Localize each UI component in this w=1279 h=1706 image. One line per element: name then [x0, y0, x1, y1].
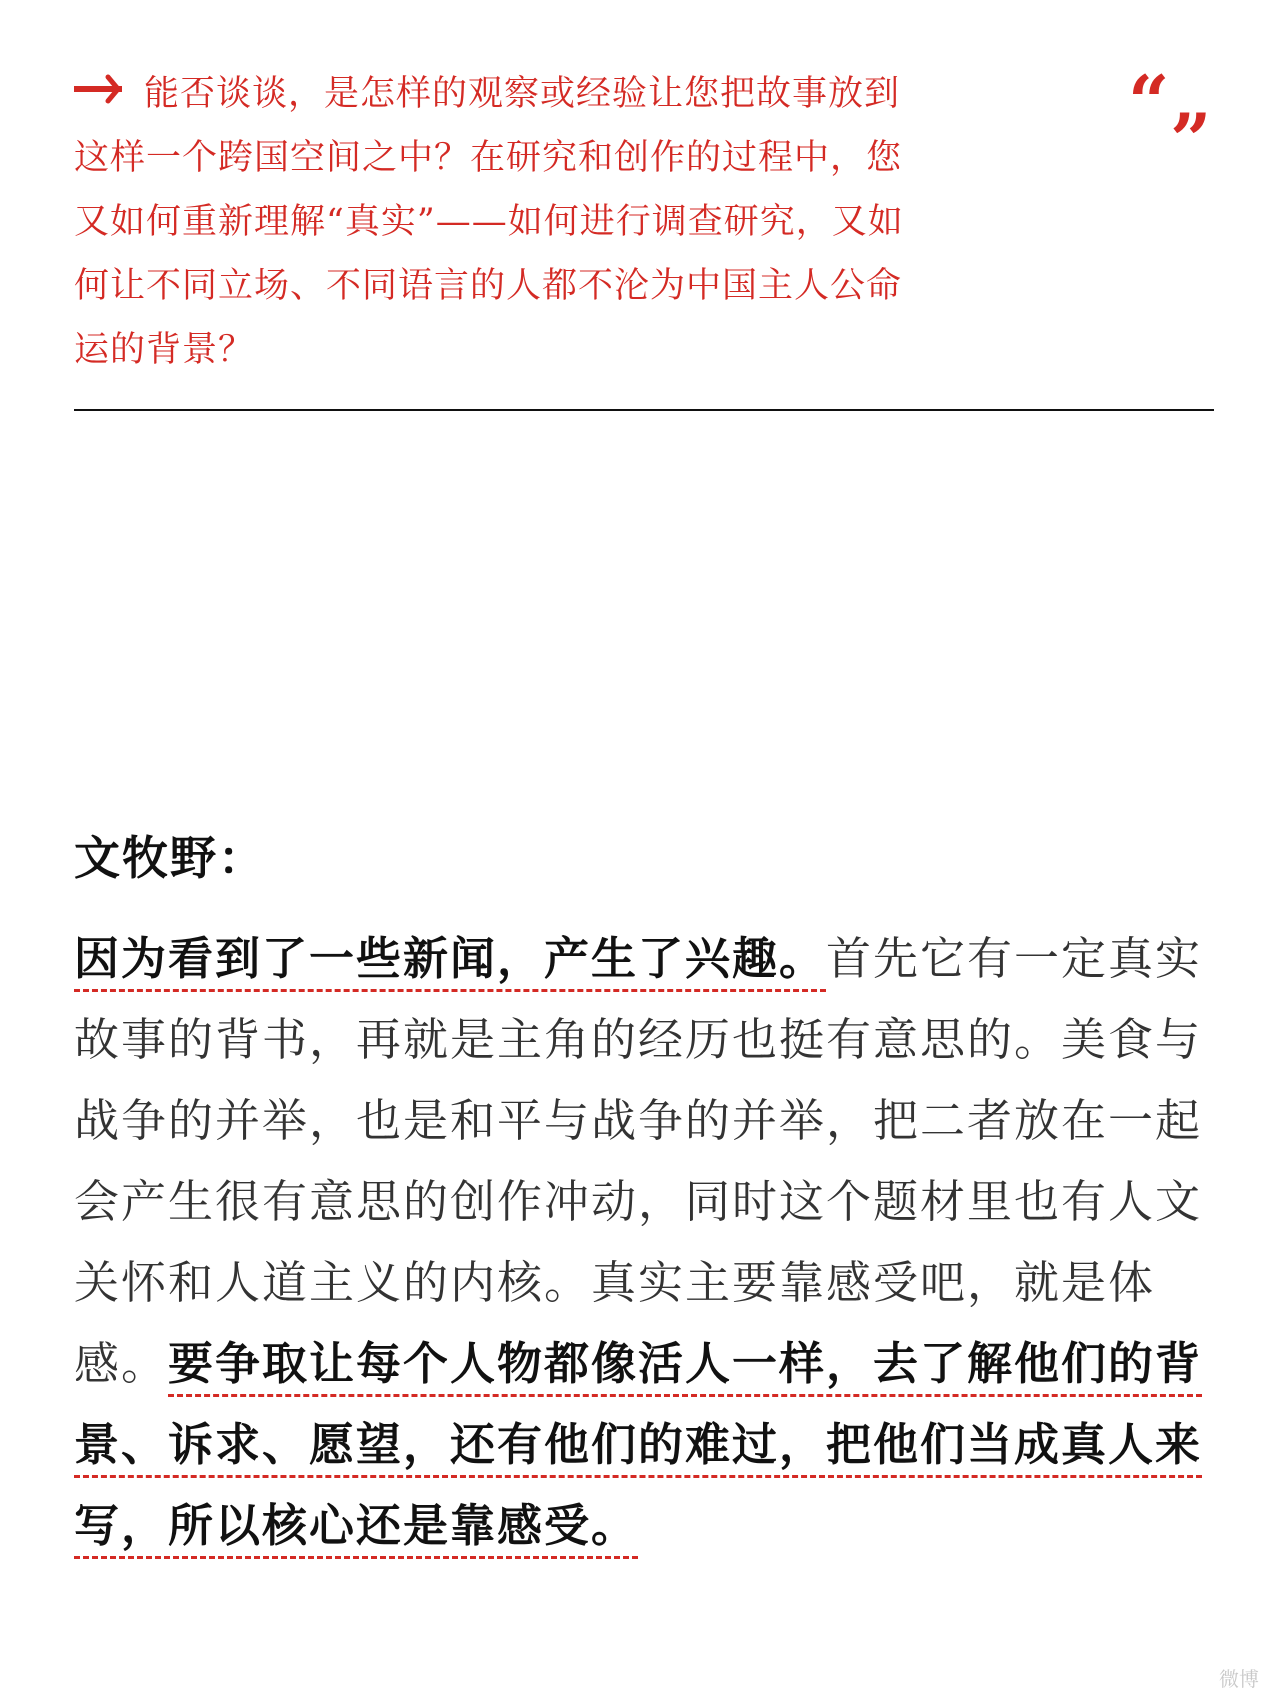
question-text: 能否谈谈，是怎样的观察或经验让您把故事放到这样一个跨国空间之中？在研究和创作的过程中，您又如何重新理解“真实”——如何进行调查研究，又如何让不同立场、不同语言的人都不沦为中国主人公命运的背景？ — [74, 74, 904, 370]
answer-highlight-1: 因为看到了一些新闻，产生了兴趣。 — [74, 932, 826, 992]
open-quote-icon: “ — [1128, 59, 1170, 144]
watermark: 微博 — [1219, 1667, 1259, 1691]
question-block — [74, 62, 934, 382]
answer-paragraph — [74, 918, 1214, 1566]
close-quote-icon: ” — [1170, 97, 1212, 182]
divider — [74, 409, 1214, 411]
answer-highlight-2: 要争取让每个人物都像活人一样，去了解他们的背景、诉求、愿望，还有他们的难过，把他们当成真人来写，所以核心还是靠感受。 — [74, 1337, 1202, 1559]
answer-body: 首先它有一定真实故事的背书，再就是主角的经历也挺有意思的。美食与战争的并举，也是和平与战争的并举，把二者放在一起会产生很有意思的创作冲动，同时这个题材里也有人文关怀和人道主义的内核。真实主要靠感受吧，就是体感。 — [74, 932, 1203, 1390]
arrow-right-icon — [74, 61, 130, 125]
speaker-name: 文牧野： — [74, 831, 266, 885]
